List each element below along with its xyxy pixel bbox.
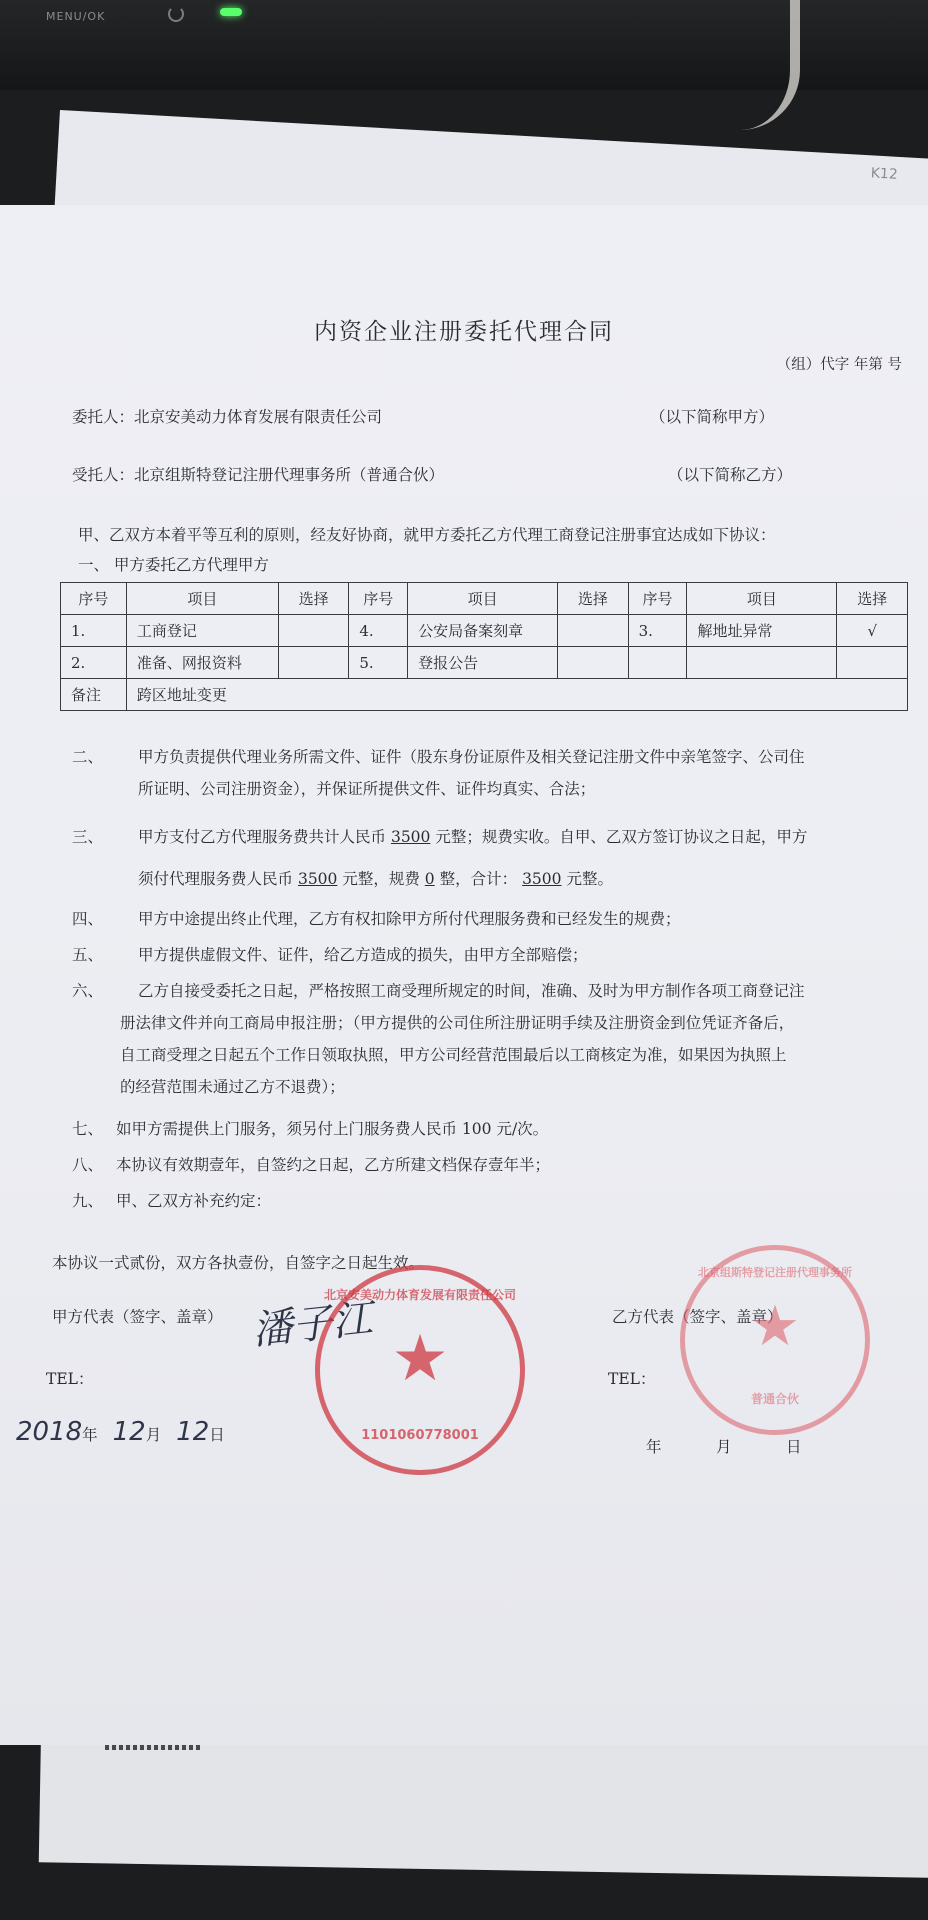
table-cell: 2. bbox=[61, 647, 127, 679]
year-label: 年 bbox=[82, 1426, 98, 1444]
client-label: 委托人： bbox=[72, 408, 135, 426]
checkmark-cell: √ bbox=[837, 615, 908, 647]
agent-line bbox=[72, 463, 444, 485]
table-cell bbox=[278, 615, 349, 647]
service-items-table bbox=[60, 582, 908, 711]
party-a-date bbox=[16, 1417, 225, 1447]
clause-6-line: 自工商受理之日起五个工作日领取执照，甲方公司经营范围最后以工商核定为准，如果因为执照上 bbox=[120, 1046, 787, 1064]
month-label: 月 bbox=[145, 1426, 162, 1444]
back-sheet-label: K12 bbox=[870, 165, 899, 183]
clause-5-text: 甲方提供虚假文件、证件，给乙方造成的损失，由甲方全部赔偿； bbox=[138, 946, 588, 964]
day-label: 日 bbox=[209, 1426, 225, 1444]
handwritten-month: 12 bbox=[112, 1417, 146, 1447]
clause-3-text: 元整。 bbox=[566, 870, 613, 888]
table-note-row bbox=[61, 679, 908, 711]
note-label: 备注 bbox=[61, 679, 127, 711]
party-a-company-seal bbox=[315, 1265, 525, 1475]
government-fee-amount: 0 bbox=[424, 870, 435, 888]
party-b-agency-seal bbox=[680, 1245, 870, 1435]
intro-text: 甲、乙双方本着平等互利的原则，经友好协商，就甲方委托乙方代理工商登记注册事宜达成如下协议： bbox=[78, 526, 776, 544]
contract-document bbox=[0, 205, 928, 1745]
header-cell: 序号 bbox=[61, 583, 127, 615]
clause-9-num: 九、 bbox=[72, 1192, 104, 1210]
party-b-date-month: 月 bbox=[716, 1438, 732, 1456]
party-a-signature: 潘子江 bbox=[250, 1295, 375, 1355]
seal-code: 1101060778001 bbox=[361, 1428, 479, 1443]
party-b-date-day: 日 bbox=[786, 1438, 802, 1456]
header-cell: 项目 bbox=[408, 583, 558, 615]
sum-amount: 3500 bbox=[522, 870, 562, 888]
table-cell: 4. bbox=[349, 615, 408, 647]
copies-text: 本协议一式贰份，双方各执壹份，自签字之日起生效。 bbox=[52, 1254, 425, 1272]
clause-3-num: 三、 bbox=[72, 828, 104, 846]
header-cell: 序号 bbox=[349, 583, 408, 615]
agent-alias: （以下简称乙方） bbox=[668, 466, 793, 484]
party-b-rep-label: 乙方代表（签字、盖章） bbox=[612, 1308, 783, 1326]
clause-3-text: 甲方支付乙方代理服务费共计人民币 bbox=[138, 828, 387, 846]
table-cell: 5. bbox=[349, 647, 408, 679]
clause-3-text: 元整；规费实收。自甲、乙双方签订协议之日起，甲方 bbox=[435, 828, 808, 846]
party-a-tel-label: TEL： bbox=[46, 1370, 94, 1388]
power-icon bbox=[168, 6, 184, 22]
table-cell bbox=[628, 647, 687, 679]
document-title: 内资企业注册委托代理合同 bbox=[314, 319, 614, 345]
header-cell: 序号 bbox=[628, 583, 687, 615]
clause-2-num: 二、 bbox=[72, 748, 104, 766]
table-cell: 公安局备案刻章 bbox=[408, 615, 558, 647]
client-name: 北京安美动力体育发展有限责任公司 bbox=[134, 408, 383, 426]
clause-6-num: 六、 bbox=[72, 982, 104, 1000]
header-cell: 项目 bbox=[126, 583, 278, 615]
table-cell: 1. bbox=[61, 615, 127, 647]
table-cell: 3. bbox=[628, 615, 687, 647]
note-value: 跨区地址变更 bbox=[126, 679, 907, 711]
table-cell: 工商登记 bbox=[126, 615, 278, 647]
header-cell: 项目 bbox=[687, 583, 837, 615]
party-b-date-year: 年 bbox=[646, 1438, 662, 1456]
cable bbox=[720, 0, 800, 130]
clause-1: 一、 甲方委托乙方代理甲方 bbox=[78, 556, 269, 574]
clause-5-num: 五、 bbox=[72, 946, 104, 964]
party-b-tel-label: TEL： bbox=[608, 1370, 656, 1388]
clause-3-line-1 bbox=[138, 825, 807, 847]
clause-6-line: 册法律文件并向工商局申报注册；（甲方提供的公司住所注册证明手续及注册资金到位凭证齐备后， bbox=[120, 1014, 795, 1032]
agent-name: 北京组斯特登记注册代理事务所（普通合伙） bbox=[134, 466, 445, 484]
clause-8-num: 八、 bbox=[72, 1156, 104, 1174]
seal-text: 北京组斯特登记注册代理事务所 bbox=[698, 1266, 852, 1279]
clause-8-text: 本协议有效期壹年，自签约之日起，乙方所建文档保存壹年半； bbox=[116, 1156, 551, 1174]
star-icon: ★ bbox=[391, 1322, 449, 1396]
seal-text: 北京安美动力体育发展有限责任公司 bbox=[323, 1288, 516, 1302]
monitor-menu-label: MENU/OK bbox=[46, 10, 106, 23]
power-led bbox=[220, 8, 242, 16]
clause-4-text: 甲方中途提出终止代理，乙方有权扣除甲方所付代理服务费和已经发生的规费； bbox=[138, 910, 681, 928]
handwritten-year: 2018 bbox=[16, 1417, 83, 1447]
table-header-row bbox=[61, 583, 908, 615]
table-cell bbox=[837, 647, 908, 679]
clause-6-line: 乙方自接受委托之日起，严格按照工商受理所规定的时间，准确、及时为甲方制作各项工商登记注 bbox=[138, 982, 805, 1000]
clause-3-text: 整，合计： bbox=[439, 870, 518, 888]
seal-subtext: 普通合伙 bbox=[750, 1392, 799, 1406]
table-row bbox=[61, 647, 908, 679]
clause-2-line: 甲方负责提供代理业务所需文件、证件（股东身份证原件及相关登记注册文件中亲笔签字、公司住 bbox=[138, 748, 805, 766]
party-a-rep-label: 甲方代表（签字、盖章） bbox=[52, 1308, 223, 1326]
total-fee-amount: 3500 bbox=[390, 828, 431, 846]
handwritten-day: 12 bbox=[176, 1417, 210, 1447]
clause-2-line: 所证明、公司注册资金），并保证所提供文件、证件均真实、合法； bbox=[138, 780, 596, 798]
table-cell bbox=[687, 647, 837, 679]
table-cell: 登报公告 bbox=[408, 647, 558, 679]
clause-4-num: 四、 bbox=[72, 910, 104, 928]
clause-6-line: 的经营范围未通过乙方不退费）； bbox=[120, 1078, 345, 1096]
header-cell: 选择 bbox=[278, 583, 349, 615]
clause-9-text: 甲、乙双方补充约定： bbox=[116, 1192, 272, 1210]
monitor-bezel bbox=[0, 0, 928, 90]
table-cell: 准备、网报资料 bbox=[126, 647, 278, 679]
client-line bbox=[72, 405, 382, 427]
star-icon: ★ bbox=[749, 1294, 801, 1359]
clause-3-text: 元整，规费 bbox=[342, 870, 420, 888]
clause-7-num: 七、 bbox=[72, 1120, 104, 1138]
clause-3-line-2 bbox=[138, 867, 613, 889]
table-cell bbox=[278, 647, 349, 679]
header-cell: 选择 bbox=[558, 583, 629, 615]
table-cell: 解地址异常 bbox=[687, 615, 837, 647]
client-alias: （以下简称甲方） bbox=[650, 408, 775, 426]
clause-7-text: 如甲方需提供上门服务，须另付上门服务费人民币 100 元/次。 bbox=[116, 1120, 549, 1138]
agent-label: 受托人： bbox=[72, 466, 135, 484]
table-row bbox=[61, 615, 908, 647]
header-cell: 选择 bbox=[837, 583, 908, 615]
clause-3-text: 须付代理服务费人民币 bbox=[138, 870, 294, 888]
table-cell bbox=[558, 647, 629, 679]
service-fee-amount: 3500 bbox=[297, 870, 338, 888]
table-cell bbox=[558, 615, 629, 647]
contract-number: （组）代字 年第 号 bbox=[776, 357, 902, 373]
